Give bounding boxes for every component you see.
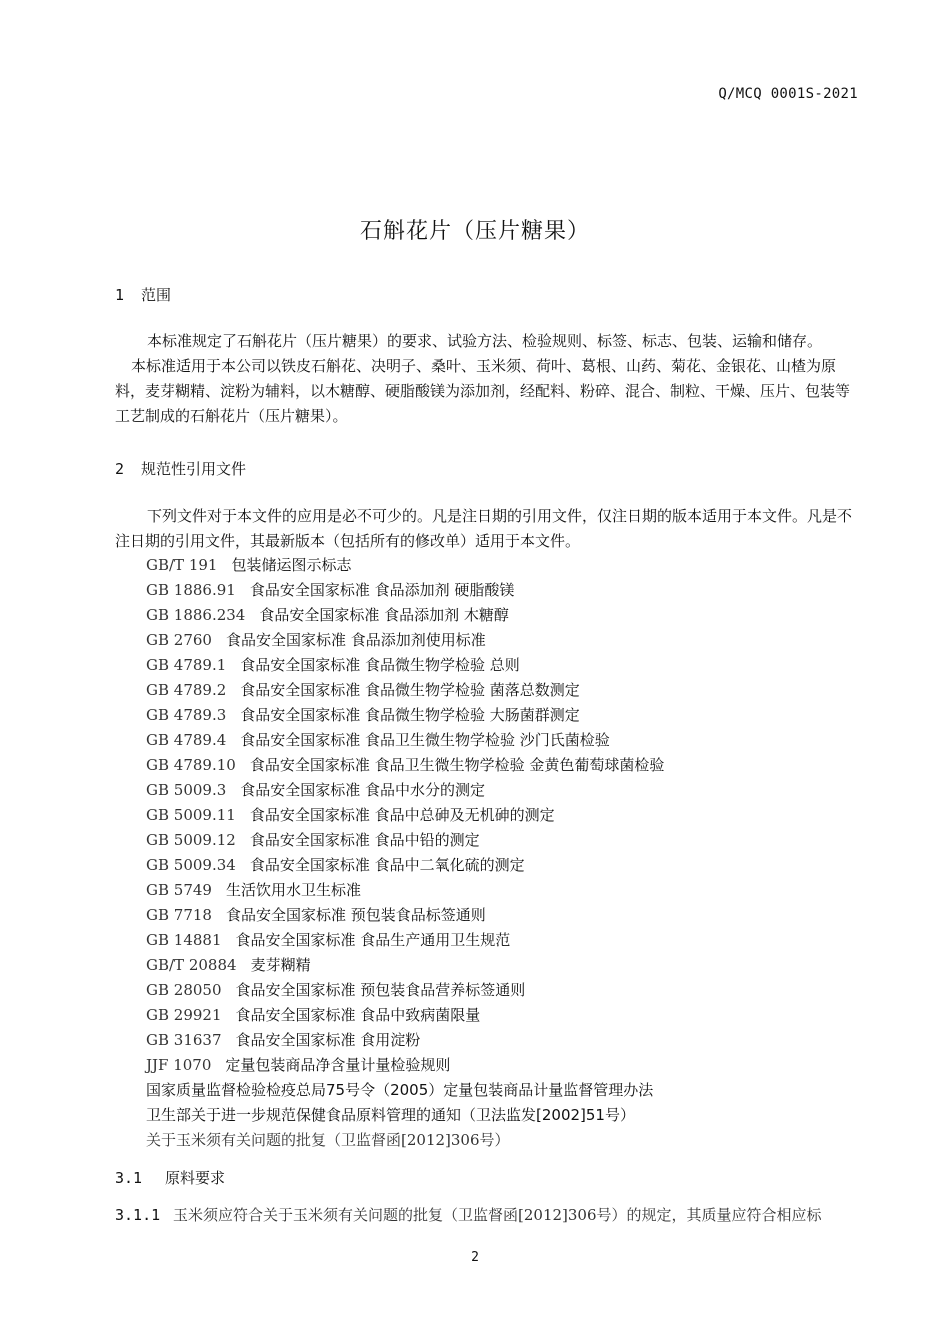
section-2-title: 规范性引用文件 xyxy=(141,460,247,478)
reference-item: GB 31637 食品安全国家标准 食用淀粉 xyxy=(146,1031,421,1049)
section-3-1-title: 原料要求 xyxy=(165,1169,226,1187)
section-3-1-heading xyxy=(115,1167,225,1188)
section-1-paragraph-2 xyxy=(115,354,863,429)
reference-item: GB 4789.2 食品安全国家标准 食品微生物学检验 菌落总数测定 xyxy=(146,681,580,699)
scope-text-2: 本标准适用于本公司以铁皮石斛花、决明子、桑叶、玉米须、荷叶、葛根、山药、菊花、金银花、山楂为原料，麦芽糊精、淀粉为辅料，以木糖醇、硬脂酸镁为添加剂，经配料、粉碎、混合、制粒、干燥、压片、包装等工艺制成的石斛花片（压片糖果）。 xyxy=(115,357,851,425)
section-3-1-number: 3.1 xyxy=(115,1169,143,1187)
reference-item: GB 5009.3 食品安全国家标准 食品中水分的测定 xyxy=(146,781,486,799)
reference-item: JJF 1070 定量包装商品净含量计量检验规则 xyxy=(146,1056,451,1074)
reference-item: GB 4789.3 食品安全国家标准 食品微生物学检验 大肠菌群测定 xyxy=(146,706,580,724)
section-2-heading xyxy=(115,458,246,479)
reference-item: GB 5009.34 食品安全国家标准 食品中二氧化硫的测定 xyxy=(146,856,525,874)
reference-item: GB 5009.12 食品安全国家标准 食品中铅的测定 xyxy=(146,831,480,849)
section-1-heading xyxy=(115,284,171,305)
document-title: 石斛花片（压片糖果） xyxy=(359,219,590,244)
scope-text-1: 本标准规定了石斛花片（压片糖果）的要求、试验方法、检验规则、标签、标志、包装、运输和储存。 xyxy=(147,332,823,350)
reference-item: 国家质量监督检验检疫总局75号令（2005）定量包装商品计量监督管理办法 xyxy=(146,1081,654,1099)
reference-item: 卫生部关于进一步规范保健食品原料管理的通知（卫法监发[2002]51号） xyxy=(146,1106,635,1124)
reference-item: GB 4789.4 食品安全国家标准 食品卫生微生物学检验 沙门氏菌检验 xyxy=(146,731,610,749)
section-1-title: 范围 xyxy=(141,286,172,304)
section-1-paragraph-1 xyxy=(115,329,863,354)
reference-item: GB 4789.10 食品安全国家标准 食品卫生微生物学检验 金黄色葡萄球菌检验 xyxy=(146,756,665,774)
page-number: 2 xyxy=(471,1250,479,1265)
reference-item: GB/T 20884 麦芽糊精 xyxy=(146,956,311,974)
reference-item: GB 4789.1 食品安全国家标准 食品微生物学检验 总则 xyxy=(146,656,520,674)
references-intro-text: 下列文件对于本文件的应用是必不可少的。凡是注日期的引用文件，仅注日期的版本适用于本文件。凡是不注日期的引用文件，其最新版本（包括所有的修改单）适用于本文件。 xyxy=(115,507,853,550)
reference-item: GB 2760 食品安全国家标准 食品添加剂使用标准 xyxy=(146,631,486,649)
reference-list xyxy=(146,553,664,1153)
section-2-number: 2 xyxy=(115,460,125,478)
reference-item: GB 28050 食品安全国家标准 预包装食品营养标签通则 xyxy=(146,981,526,999)
section-2-intro xyxy=(115,504,863,554)
reference-item: GB 7718 食品安全国家标准 预包装食品标签通则 xyxy=(146,906,486,924)
document-code: Q/MCQ 0001S-2021 xyxy=(718,86,858,102)
reference-item: GB 14881 食品安全国家标准 食品生产通用卫生规范 xyxy=(146,931,511,949)
reference-item: GB/T 191 包装储运图示标志 xyxy=(146,556,352,574)
reference-item: GB 5749 生活饮用水卫生标准 xyxy=(146,881,361,899)
reference-item: 关于玉米须有关问题的批复（卫监督函[2012]306号） xyxy=(146,1131,510,1149)
reference-item: GB 29921 食品安全国家标准 食品中致病菌限量 xyxy=(146,1006,481,1024)
reference-item: GB 1886.91 食品安全国家标准 食品添加剂 硬脂酸镁 xyxy=(146,581,515,599)
reference-item: GB 1886.234 食品安全国家标准 食品添加剂 木糖醇 xyxy=(146,606,509,624)
section-3-1-1-text: 玉米须应符合关于玉米须有关问题的批复（卫监督函[2012]306号）的规定，其质量应符合相应标 xyxy=(173,1206,822,1224)
reference-item: GB 5009.11 食品安全国家标准 食品中总砷及无机砷的测定 xyxy=(146,806,555,824)
section-1-number: 1 xyxy=(115,286,125,304)
section-3-1-1-paragraph xyxy=(115,1203,863,1228)
section-3-1-1-number: 3.1.1 xyxy=(115,1206,161,1224)
